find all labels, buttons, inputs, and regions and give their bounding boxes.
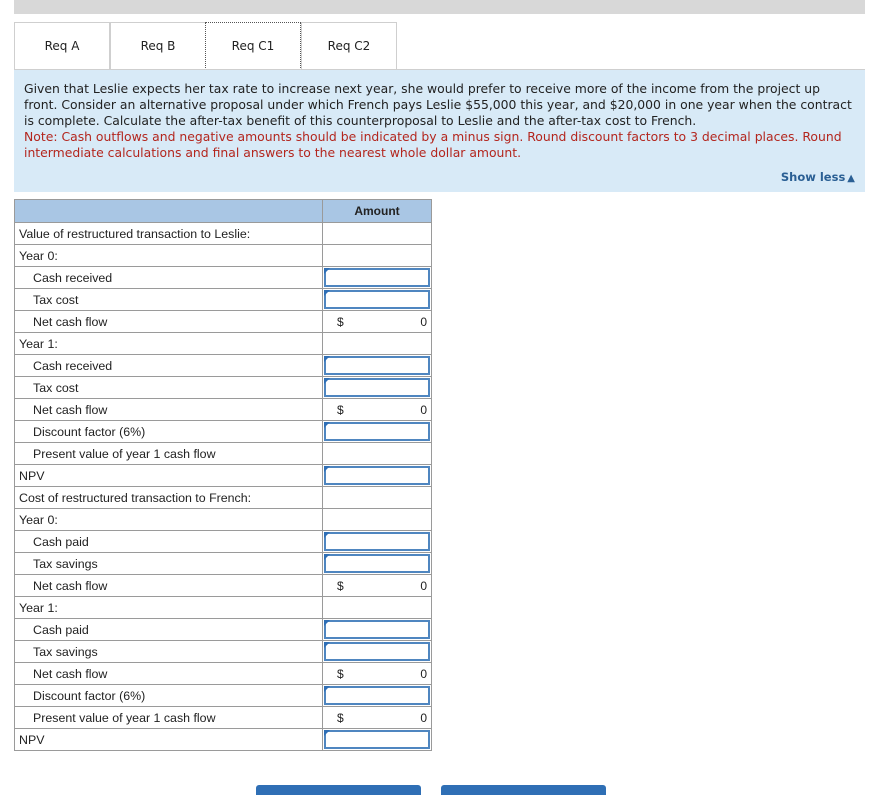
table-row (15, 267, 432, 289)
header-blank-cell (15, 200, 323, 223)
amount-cell (323, 289, 432, 311)
table-row (15, 575, 432, 597)
table-row (15, 663, 432, 685)
amount-cell-empty (323, 487, 432, 509)
table-row (15, 619, 432, 641)
row-label: Tax cost (15, 377, 323, 399)
amount-input[interactable] (324, 532, 430, 551)
table-row (15, 399, 432, 421)
tab-req-c1[interactable] (205, 22, 301, 70)
amount-cell-empty (323, 245, 432, 267)
amount-cell-empty (323, 443, 432, 465)
amount-cell (323, 685, 432, 707)
currency-symbol: $ (337, 667, 344, 681)
answer-table (14, 199, 432, 751)
tab-req-a[interactable] (14, 22, 110, 69)
row-label: Tax savings (15, 553, 323, 575)
currency-symbol: $ (337, 315, 344, 329)
tab-label: Req C2 (327, 39, 371, 53)
table-row (15, 465, 432, 487)
row-label: Cash received (15, 355, 323, 377)
table-row (15, 421, 432, 443)
amount-cell (323, 619, 432, 641)
amount-input[interactable] (324, 290, 430, 309)
currency-symbol: $ (337, 579, 344, 593)
amount-input[interactable] (324, 356, 430, 375)
instructions-text: Given that Leslie expects her tax rate to increase next year, she would prefer to receive more of the income from the project up front. Consider an alternative proposal under which French pays Leslie $55,000 this year, and $20,000 in one year when the contract is complete. Calculate the after-tax benefit of this counterproposal to Leslie and the after-tax cost to French. (24, 81, 852, 128)
row-label: Present value of year 1 cash flow (15, 443, 323, 465)
row-label: Cash paid (15, 619, 323, 641)
instructions-note: Note: Cash outflows and negative amounts should be indicated by a minus sign. Round discount factors to 3 decimal places. Round intermediate calculations and final answers to the nearest whole dollar amount. (24, 129, 842, 160)
table-row (15, 597, 432, 619)
amount-cell-empty (323, 223, 432, 245)
table-row (15, 707, 432, 729)
amount-cell-empty (323, 597, 432, 619)
amount-input[interactable] (324, 554, 430, 573)
tab-req-c2[interactable] (301, 22, 397, 69)
amount-header: Amount (323, 200, 432, 223)
triangle-up-icon: ▲ (847, 173, 855, 184)
amount-cell (323, 641, 432, 663)
table-row (15, 729, 432, 751)
table-row (15, 509, 432, 531)
prev-button[interactable] (256, 785, 421, 795)
amount-cell-empty (323, 509, 432, 531)
next-button[interactable] (441, 785, 606, 795)
table-row (15, 641, 432, 663)
row-label: Net cash flow (15, 311, 323, 333)
row-label: Year 0: (15, 245, 323, 267)
amount-cell (323, 311, 432, 333)
table-row (15, 223, 432, 245)
row-label: Discount factor (6%) (15, 421, 323, 443)
row-label: Year 1: (15, 597, 323, 619)
computed-value: 0 (420, 315, 427, 329)
row-label: Value of restructured transaction to Leslie: (15, 223, 323, 245)
computed-value: 0 (420, 403, 427, 417)
amount-cell (323, 465, 432, 487)
amount-input[interactable] (324, 268, 430, 287)
amount-input[interactable] (324, 642, 430, 661)
show-less-link[interactable] (781, 170, 855, 184)
currency-symbol: $ (337, 403, 344, 417)
row-label: NPV (15, 729, 323, 751)
amount-cell (323, 663, 432, 685)
row-label: NPV (15, 465, 323, 487)
tab-label: Req B (140, 39, 176, 53)
amount-cell (323, 707, 432, 729)
table-row (15, 487, 432, 509)
amount-cell (323, 531, 432, 553)
amount-cell-empty (323, 333, 432, 355)
amount-input[interactable] (324, 686, 430, 705)
table-row (15, 531, 432, 553)
table-header-row (15, 200, 432, 223)
amount-cell (323, 377, 432, 399)
amount-cell (323, 355, 432, 377)
computed-value: 0 (420, 579, 427, 593)
row-label: Net cash flow (15, 399, 323, 421)
row-label: Year 0: (15, 509, 323, 531)
instructions-panel (14, 70, 865, 192)
computed-value: 0 (420, 711, 427, 725)
row-label: Net cash flow (15, 663, 323, 685)
amount-input[interactable] (324, 466, 430, 485)
row-label: Present value of year 1 cash flow (15, 707, 323, 729)
currency-symbol: $ (337, 711, 344, 725)
table-row (15, 333, 432, 355)
table-row (15, 377, 432, 399)
amount-input[interactable] (324, 422, 430, 441)
show-less-label: Show less (780, 170, 846, 184)
row-label: Discount factor (6%) (15, 685, 323, 707)
amount-cell (323, 729, 432, 751)
row-label: Year 1: (15, 333, 323, 355)
row-label: Cash received (15, 267, 323, 289)
table-row (15, 355, 432, 377)
row-label: Tax cost (15, 289, 323, 311)
requirement-tabs (14, 22, 865, 70)
tab-label: Req A (44, 39, 80, 53)
top-bar (14, 0, 865, 14)
amount-input[interactable] (324, 620, 430, 639)
amount-cell (323, 553, 432, 575)
row-label: Tax savings (15, 641, 323, 663)
table-row (15, 311, 432, 333)
tab-label: Req C1 (231, 39, 275, 53)
amount-cell (323, 421, 432, 443)
table-row (15, 245, 432, 267)
table-row (15, 553, 432, 575)
amount-cell (323, 399, 432, 421)
tab-req-b[interactable] (110, 22, 206, 69)
row-label: Cost of restructured transaction to French: (15, 487, 323, 509)
amount-cell (323, 267, 432, 289)
amount-input[interactable] (324, 378, 430, 397)
amount-cell (323, 575, 432, 597)
amount-input[interactable] (324, 730, 430, 749)
table-row (15, 443, 432, 465)
computed-value: 0 (420, 667, 427, 681)
row-label: Net cash flow (15, 575, 323, 597)
row-label: Cash paid (15, 531, 323, 553)
table-row (15, 289, 432, 311)
table-row (15, 685, 432, 707)
